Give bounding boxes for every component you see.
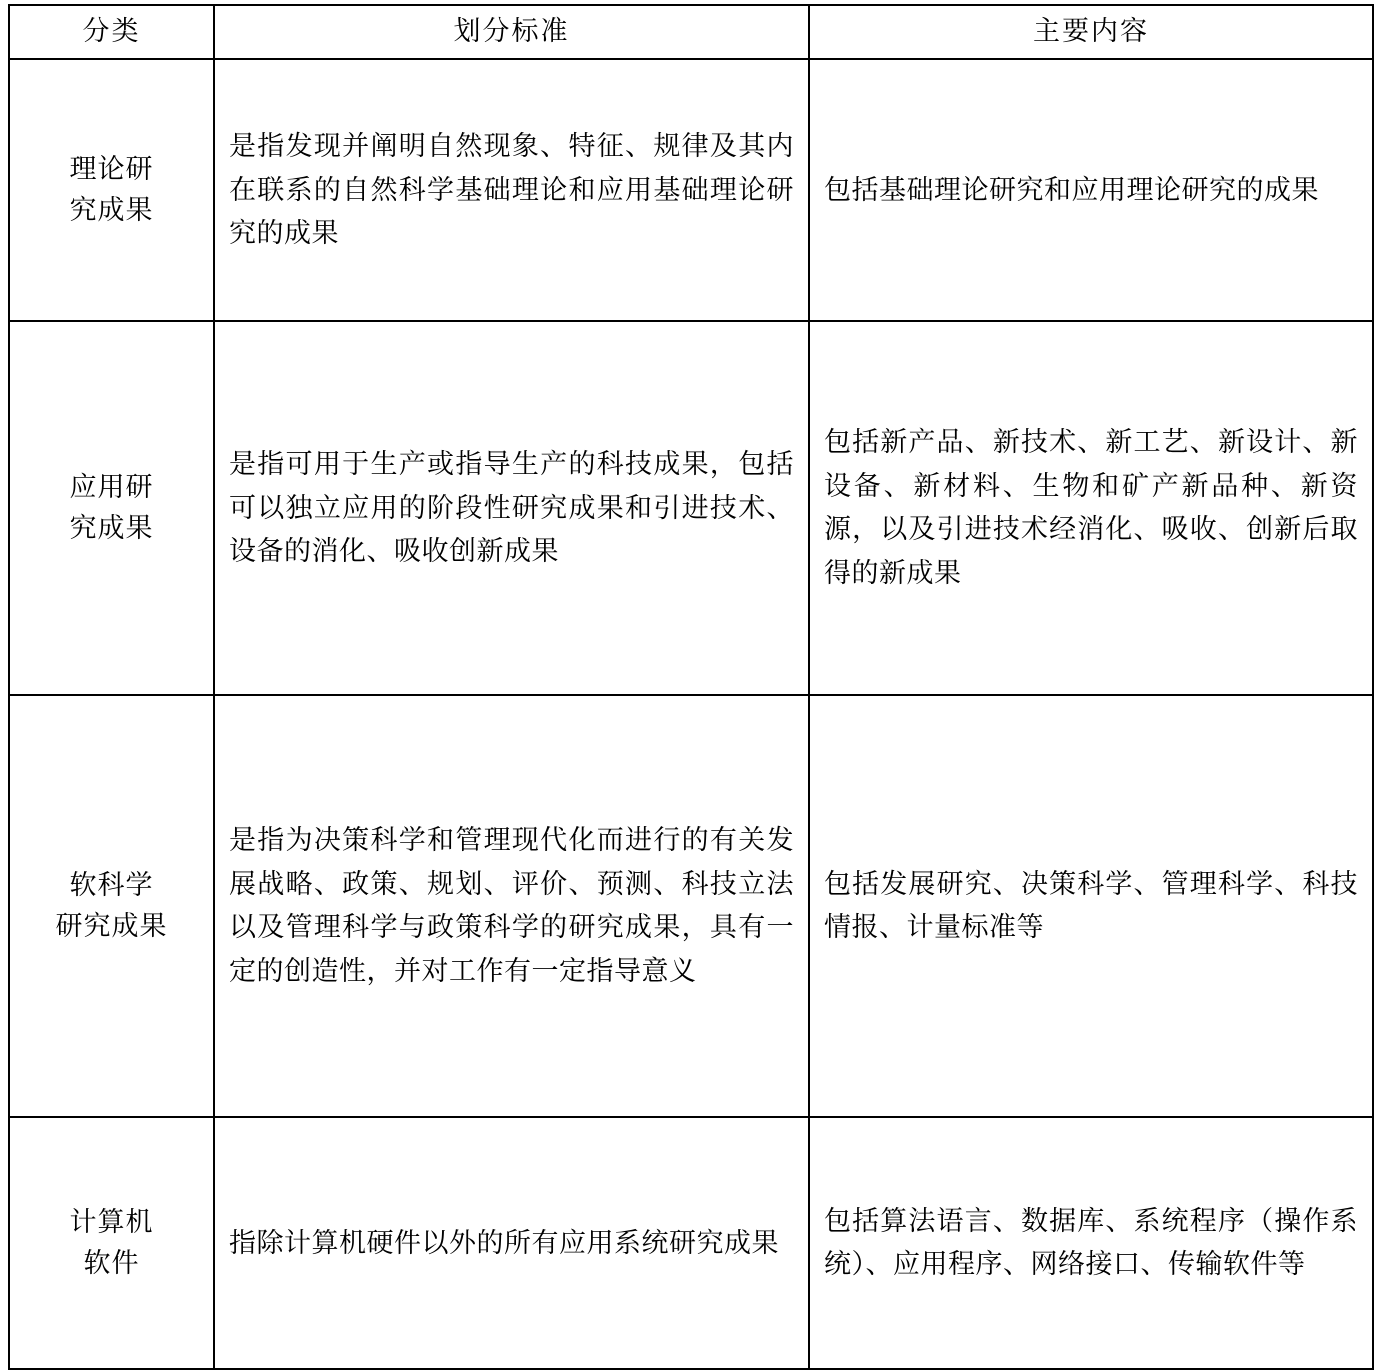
row-criteria-software: 指除计算机硬件以外的所有应用系统研究成果 bbox=[214, 1117, 809, 1369]
row-content-software: 包括算法语言、数据库、系统程序（操作系统）、应用程序、网络接口、传输软件等 bbox=[809, 1117, 1373, 1369]
category-line: 研究成果 bbox=[55, 911, 168, 943]
category-line: 软件 bbox=[83, 1248, 140, 1280]
row-criteria-theory: 是指发现并阐明自然现象、特征、规律及其内在联系的自然科学基础理论和应用基础理论研究的成果 bbox=[214, 59, 809, 321]
category-line: 究成果 bbox=[69, 513, 154, 545]
table-row bbox=[9, 59, 1373, 321]
table-header bbox=[9, 5, 1373, 59]
header-cell-content: 主要内容 bbox=[809, 5, 1373, 59]
header-cell-category: 分类 bbox=[9, 5, 214, 59]
table-body bbox=[9, 59, 1373, 1369]
category-line: 计算机 bbox=[69, 1206, 154, 1238]
row-criteria-applied: 是指可用于生产或指导生产的科技成果，包括可以独立应用的阶段性研究成果和引进技术、设备的消化、吸收创新成果 bbox=[214, 321, 809, 695]
row-content-theory: 包括基础理论研究和应用理论研究的成果 bbox=[809, 59, 1373, 321]
row-category-theory bbox=[9, 59, 214, 321]
category-line: 理论研 bbox=[69, 153, 154, 185]
row-content-applied: 包括新产品、新技术、新工艺、新设计、新设备、新材料、生物和矿产新品种、新资源，以及引进技术经消化、吸收、创新后取得的新成果 bbox=[809, 321, 1373, 695]
row-criteria-soft-science: 是指为决策科学和管理现代化而进行的有关发展战略、政策、规划、评价、预测、科技立法以及管理科学与政策科学的研究成果，具有一定的创造性，并对工作有一定指导意义 bbox=[214, 695, 809, 1117]
category-line: 应用研 bbox=[69, 471, 154, 503]
table-row bbox=[9, 1117, 1373, 1369]
results-classification-table bbox=[8, 4, 1374, 1370]
row-category-soft-science bbox=[9, 695, 214, 1117]
table-row bbox=[9, 695, 1373, 1117]
category-line: 究成果 bbox=[69, 195, 154, 227]
row-content-soft-science: 包括发展研究、决策科学、管理科学、科技情报、计量标准等 bbox=[809, 695, 1373, 1117]
header-cell-criteria: 划分标准 bbox=[214, 5, 809, 59]
row-category-software bbox=[9, 1117, 214, 1369]
header-row bbox=[9, 5, 1373, 59]
row-category-applied bbox=[9, 321, 214, 695]
category-line: 软科学 bbox=[69, 869, 154, 901]
table-row bbox=[9, 321, 1373, 695]
